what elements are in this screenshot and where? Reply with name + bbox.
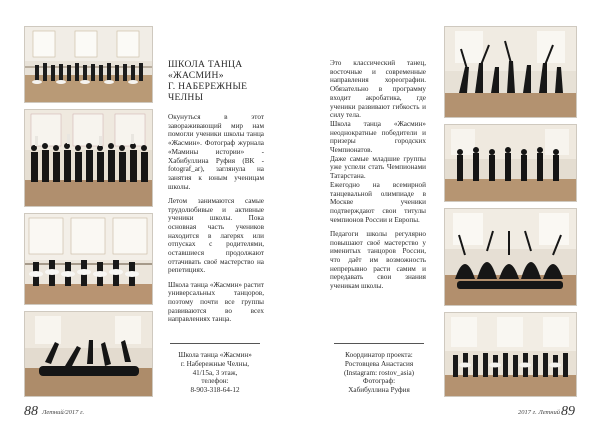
contact-line: г. Набережные Челны, (180, 359, 250, 368)
divider-right (334, 343, 424, 344)
paragraph: Это классический танец, восточные и современные направления хореографии. Обязательно в программу входит акробатика, где ученики развивают гибкость и силу тела. (330, 59, 426, 120)
title-line-2: «ЖАСМИН» (168, 70, 224, 81)
paragraph: Ежегодно на всемирной танцевальной олимпиаде в Москве ученики подтверждают свои титулы чемпионов России и Европы. (330, 180, 426, 224)
text-column-left (168, 113, 264, 330)
paragraph: Окунуться в этот завораживающий мир нам помогли ученики школы танца «Жасмин». Фотограф журнала «Мамины истории» - Хабибуллина Руфия (ВК - fotograf_ar), заглянула на занятия к юным ученицам школы. (168, 113, 264, 191)
contact-line: Ростовцева Анастасия (344, 359, 414, 368)
contact-line: 41/15а, 3 этаж, (192, 368, 238, 377)
dance-photo-5 (444, 26, 577, 118)
paragraph: Школа танца «Жасмин» неоднократные победители и призеры городских Чемпионатов. (330, 119, 426, 155)
paragraph: Летом занимаются самые трудолюбивые и активные ученики школы. Пока основная часть учеников находится в лагерях или отпусках с родителями, оставшиеся продолжают оттачивать своё мастерство на репетициях. (168, 196, 264, 275)
contact-line: Школа танца «Жасмин» (178, 351, 252, 359)
paragraph: Даже самые младшие группы уже успели стать Чемпионами Татарстана. (330, 154, 426, 181)
contact-line: Координатор проекта: (345, 351, 413, 359)
contact-line: 8-903-318-64-12 (190, 386, 240, 395)
title-line-3: Г. НАБЕРЕЖНЫЕ (168, 81, 248, 92)
divider-left (170, 343, 260, 344)
contact-block-project (322, 351, 436, 395)
contact-line: (Instagram: rostov_asia) (343, 368, 415, 377)
contact-line: телефон: (201, 377, 229, 386)
contact-line: Хабибуллина Руфия (348, 386, 410, 395)
dance-photo-7 (444, 208, 577, 306)
dance-photo-3 (24, 213, 153, 305)
page-number-left: 88 (24, 404, 38, 419)
title-line-4: ЧЕЛНЫ (168, 92, 204, 103)
contact-block-school (160, 351, 270, 395)
article-title (168, 59, 258, 103)
paragraph: Педагоги школы регулярно повышают своё мастерство у именитых танцоров России, что даёт им возможность непрерывно расти самим и передавать свои знания ученикам школы. (330, 229, 426, 291)
dance-photo-2 (24, 109, 153, 207)
dance-photo-1 (24, 26, 153, 103)
issue-label-right: 2017 г. Летний (518, 409, 560, 416)
title-line-1: ШКОЛА ТАНЦА (168, 59, 243, 70)
dance-photo-6 (444, 124, 577, 202)
text-column-right (330, 59, 426, 296)
page-number-right: 89 (561, 404, 575, 419)
dance-photo-4 (24, 311, 153, 397)
issue-label-left: Летний/2017 г. (42, 409, 85, 416)
contact-line: Фотограф: (362, 377, 396, 386)
dance-photo-8 (444, 312, 577, 397)
paragraph: Школа танца «Жасмин» растит универсальных танцоров, поэтому почти все группы развиваются во всех направлениях танца. (168, 280, 264, 324)
